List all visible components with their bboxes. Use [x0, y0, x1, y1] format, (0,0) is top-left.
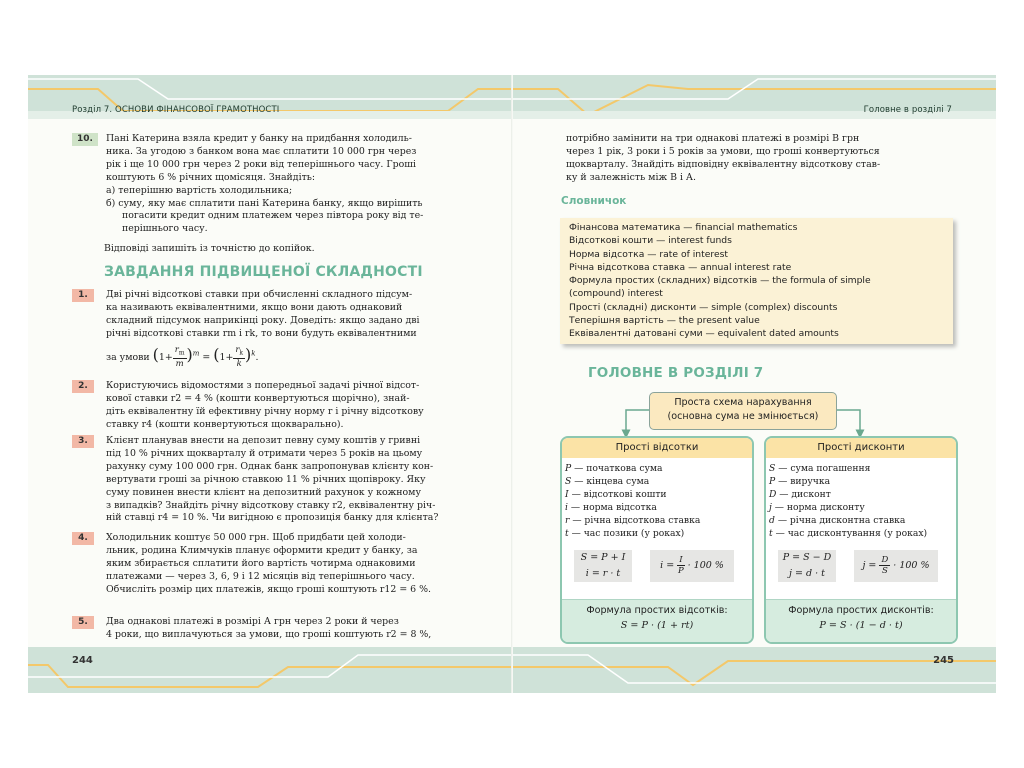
glossary-item: Еквівалентні датовані суми — equivalent dated amounts	[569, 328, 839, 340]
legend-text: — відсоткові кошти	[571, 488, 667, 500]
task-1	[72, 289, 502, 371]
legend-row	[769, 489, 956, 502]
simple-discount-column	[764, 436, 958, 644]
task-line: коштують 6 % річних щомісяця. Знайдіть:	[106, 171, 316, 183]
legend-row	[769, 528, 956, 541]
task-line: ника. За угодою з банком вона має сплатити 10 000 грн через	[106, 145, 417, 157]
answer-precision-note: Відповіді запишіть із точністю до копійок.	[104, 243, 315, 254]
legend-row	[769, 463, 956, 476]
task-line: потрібно замінити на три однакові платежі в розмірі В грн	[566, 133, 860, 144]
legend-text: — дисконт	[779, 488, 831, 500]
task-subitem-b-cont: перішнього часу.	[122, 223, 208, 235]
task-subitem-b: б) суму, яку має сплатити пані Катерина банку, якщо вирішить	[106, 197, 423, 209]
formula-fraction	[677, 555, 684, 576]
task-text	[106, 133, 498, 236]
task-number: 2.	[72, 380, 94, 393]
legend-text: — сума погашення	[778, 463, 871, 474]
task-2	[72, 380, 502, 432]
task-subitem-b-cont: погасити кредит одним платежем через півтора року від те-	[122, 210, 424, 222]
formula-box-proceeds	[778, 550, 836, 582]
legend-row	[769, 476, 956, 489]
legend-text: — норма дисконту	[774, 501, 865, 513]
legend-row	[565, 463, 752, 476]
formula-suffix: · 100 %	[687, 560, 724, 571]
legend-symbol: r	[565, 514, 570, 526]
equivalence-formula: за умови (1+ $\frac{r_m}{m}$ )$^m$ = (1+ $\frac{r_k}{k}$ )$^k$.	[106, 344, 259, 370]
legend-symbol: S	[565, 475, 572, 487]
formula-line: P = S − D	[782, 552, 832, 563]
task-line: рік і ще 10 000 грн через 2 роки від теперішнього часу. Гроші	[106, 158, 416, 170]
task-5	[72, 616, 502, 644]
legend-text: — норма відсотка	[570, 501, 657, 513]
page-number-left: 244	[72, 655, 93, 666]
legend-row	[565, 528, 752, 541]
simple-interest-legend	[562, 458, 752, 540]
task-4	[72, 532, 502, 600]
simple-scheme-box	[649, 392, 837, 430]
formula-fraction	[879, 555, 890, 576]
task-text	[106, 289, 498, 369]
running-header-left: Розділ 7. ОСНОВИ ФІНАНСОВОЇ ГРАМОТНОСТІ	[72, 105, 280, 115]
task-text	[106, 532, 498, 597]
task-line: складний підсумок наприкінці року. Доведіть: якщо задано дві	[106, 314, 420, 326]
formula-prefix: i =	[660, 560, 675, 571]
legend-text: — виручка	[778, 475, 831, 487]
legend-row	[565, 489, 752, 502]
legend-symbol: t	[565, 527, 569, 539]
simple-interest-column	[560, 436, 754, 644]
formula-prefix: j =	[862, 560, 877, 571]
task-line: льник, родина Климчуків планує оформити кредит у банку, за	[106, 544, 418, 556]
book-spread	[28, 75, 996, 693]
glossary-item: Прості (складні) дисконти — simple (complex) discounts	[569, 301, 838, 313]
fraction-numerator: D	[881, 555, 889, 565]
legend-row	[565, 476, 752, 489]
formula-box-rate	[650, 550, 734, 582]
glossary-item: (compound) interest	[569, 288, 663, 300]
legend-text: — час позики (у роках)	[571, 527, 685, 539]
glossary-item: Формула простих (складних) відсотків — the formula of simple	[569, 275, 871, 287]
task-text	[106, 435, 498, 525]
task-number: 4.	[72, 532, 94, 545]
legend-symbol: I	[565, 488, 569, 500]
task-text	[106, 380, 498, 432]
simple-interest-title: Прості відсотки	[562, 438, 752, 458]
task-line: яким збирається сплатити його вартість чотирма однаковими	[106, 557, 416, 569]
task-number: 5.	[72, 616, 94, 629]
chapter-summary-title: ГОЛОВНЕ В РОЗДІЛІ 7	[588, 365, 764, 381]
formula-box-discount-rate	[854, 550, 938, 582]
task-line: кової ставки r2 = 4 % (кошти конвертуються щорічно), знай-	[106, 392, 410, 404]
simple-discount-formula	[766, 599, 956, 642]
glossary-item: Теперішня вартість — the present value	[569, 315, 760, 327]
simple-scheme-title: Проста схема нарахування	[674, 397, 812, 408]
legend-text: — кінцева сума	[574, 475, 650, 487]
formula-line: i = r · t	[585, 568, 621, 579]
task-3	[72, 435, 502, 527]
formula-suffix: · 100 %	[893, 560, 930, 571]
fraction-numerator: I	[679, 555, 683, 565]
task-line: Холодильник коштує 50 000 грн. Щоб придбати цей холоди-	[106, 532, 406, 543]
section-title: ЗАВДАННЯ ПІДВИЩЕНОЇ СКЛАДНОСТІ	[104, 264, 423, 280]
task-line: ку й залежність між В і А.	[566, 171, 697, 183]
legend-text: — початкова сума	[574, 463, 663, 474]
formula-caption: Формула простих відсотків:	[586, 605, 728, 616]
fraction-denominator: P	[678, 566, 684, 576]
task-line: Обчисліть розмір цих платежів, якщо гроші коштують r12 = 6 %.	[106, 583, 431, 595]
task-text	[106, 616, 498, 642]
simple-discount-title: Прості дисконти	[766, 438, 956, 458]
glossary-item: Норма відсотка — rate of interest	[569, 248, 728, 260]
glossary-box	[560, 218, 953, 344]
task-number: 1.	[72, 289, 94, 302]
glossary-item: Відсоткові кошти — interest funds	[569, 235, 732, 247]
task-line: Два однакові платежі в розмірі А грн через 2 роки й через	[106, 616, 399, 627]
legend-text: — річна дисконтна ставка	[777, 514, 906, 526]
task-line: з випадків? Знайдіть річну відсоткову ставку r2, еквівалентну річ-	[106, 499, 436, 511]
simple-discount-legend	[766, 458, 956, 540]
formula-line: S = P + I	[580, 552, 626, 563]
formula-line: j = d · t	[789, 568, 825, 579]
legend-row	[565, 502, 752, 515]
legend-text: — річна відсоткова ставка	[572, 514, 701, 526]
task-line: суму повинен внести клієнт на депозитний рахунок у кожному	[106, 486, 421, 498]
task-line: вертувати гроші за річною ставкою 11 % річних щопівроку. Яку	[106, 473, 426, 485]
task-line: ставку r4 (кошти конвертуються щокварально).	[106, 418, 344, 430]
legend-symbol: D	[769, 488, 777, 500]
task-line: Клієнт планував внести на депозит певну суму коштів у гривні	[106, 435, 421, 446]
formula-text: P = S · (1 − d · t)	[819, 620, 903, 631]
running-header-right: Головне в розділі 7	[863, 105, 952, 115]
book-spine	[511, 75, 513, 693]
legend-symbol: t	[769, 527, 773, 539]
task-10	[72, 133, 502, 241]
task-number: 3.	[72, 435, 94, 448]
legend-row	[769, 502, 956, 515]
task-number: 10.	[72, 133, 98, 146]
task-line: 4 роки, що виплачуються за умови, що гроші коштують r2 = 8 %,	[106, 628, 432, 640]
task-line: річні відсоткові ставки rm і rk, то вони будуть еквівалентними	[106, 327, 417, 339]
summary-diagram	[560, 390, 952, 646]
legend-symbol: S	[769, 463, 776, 474]
task-line: платежами — через 3, 6, 9 і 12 місяців від теперішнього часу.	[106, 570, 415, 582]
fraction-denominator: S	[881, 566, 888, 576]
legend-symbol: P	[565, 463, 572, 474]
formula-caption: Формула простих дисконтів:	[788, 605, 934, 616]
task-line: Пані Катерина взяла кредит у банку на придбання холодиль-	[106, 133, 412, 144]
legend-symbol: j	[769, 501, 772, 513]
glossary-item: Фінансова математика — financial mathematics	[569, 222, 798, 233]
task-line: під 10 % річних щокварталу й отримати через 5 років на цьому	[106, 447, 423, 459]
legend-symbol: P	[769, 475, 776, 487]
page-number-right: 245	[933, 655, 954, 666]
formula-box-sum	[574, 550, 632, 582]
legend-symbol: i	[565, 501, 568, 513]
task-line: діть еквівалентну їй ефективну річну норму r і річну відсоткову	[106, 405, 424, 417]
task-line: ній ставці r4 = 10 %. Чи вигідною є пропозиція банку для клієнта?	[106, 512, 439, 524]
legend-row	[769, 515, 956, 528]
task-line: через 1 рік, 3 роки і 5 років за умови, що гроші конвертуються	[566, 145, 880, 157]
simple-scheme-subtitle: (основна сума не змінюється)	[667, 411, 819, 422]
formula-text: S = P · (1 + rt)	[620, 620, 694, 631]
glossary-title: Словничок	[561, 195, 627, 207]
task-subitem-a: а) теперішню вартість холодильника;	[106, 184, 293, 196]
task-line: ка називають еквівалентними, якщо вони дають однаковий	[106, 301, 403, 313]
formula-prefix: за умови	[106, 351, 150, 363]
legend-text: — час дисконтування (у роках)	[775, 527, 928, 539]
glossary-item: Річна відсоткова ставка — annual interest rate	[569, 261, 792, 273]
task-line: рахунку суму 100 000 грн. Однак банк запропонував клієнту кон-	[106, 460, 434, 472]
legend-row	[565, 515, 752, 528]
simple-interest-formula	[562, 599, 752, 642]
task-line: щокварталу. Знайдіть відповідну еквівалентну відсоткову став-	[566, 158, 881, 170]
task-line: Користуючись відомостями з попередньої задачі річної відсот-	[106, 380, 420, 391]
task-line: Дві річні відсоткові ставки при обчисленні складного підсум-	[106, 289, 413, 300]
legend-symbol: d	[769, 514, 775, 526]
task-5-continuation	[566, 133, 958, 185]
